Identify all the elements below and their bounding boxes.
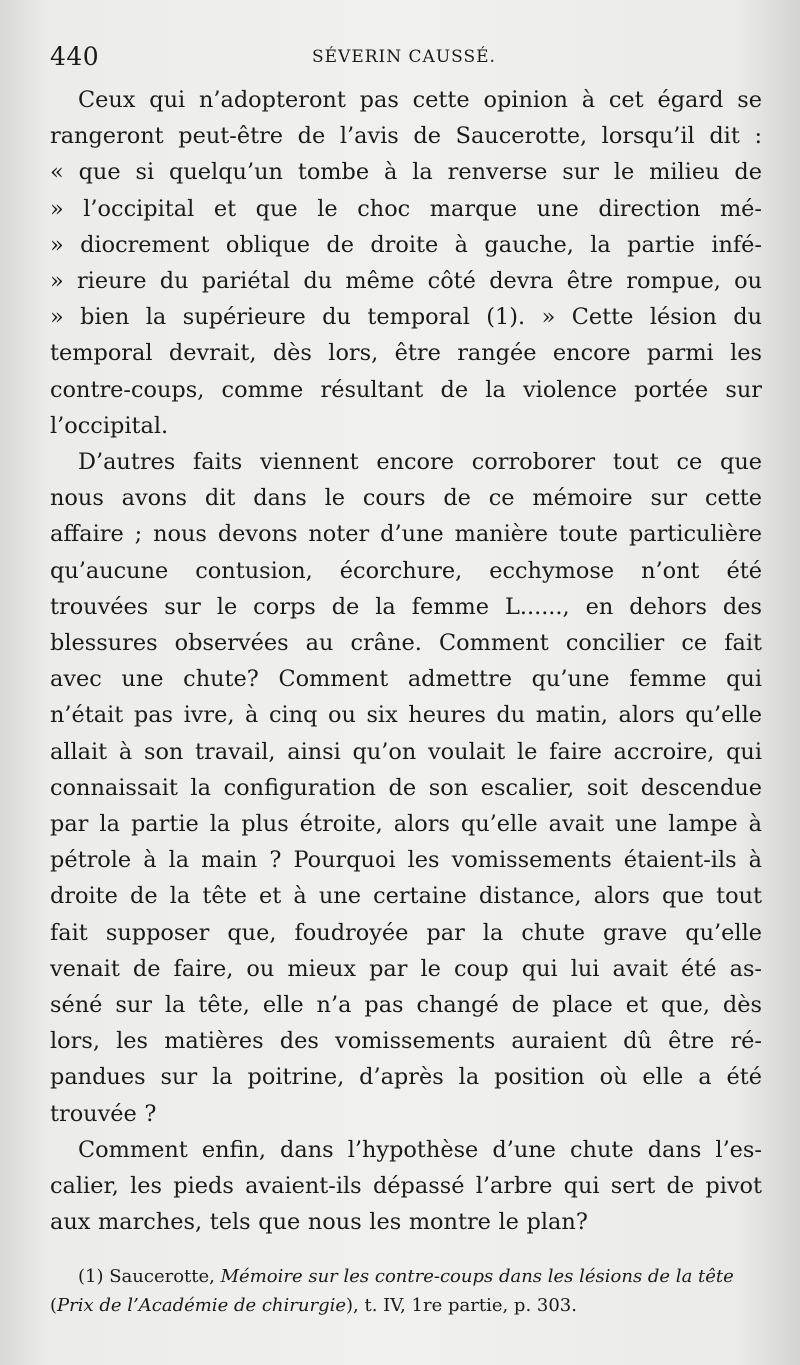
text-line: allait à son travail, ainsi qu’on voulait le faire accroire, qui [50, 738, 762, 765]
text-line: D’autres faits viennent encore corroborer tout ce que [78, 449, 762, 476]
text-line: trouvée ? [50, 1100, 157, 1127]
text-line: trouvées sur le corps de la femme L......, en dehors des [50, 593, 762, 620]
text-line: » bien la supérieure du temporal (1). » Cette lésion du [50, 304, 762, 331]
text-line: qu’aucune contusion, écorchure, ecchymose n’ont été [50, 557, 762, 584]
text-line: affaire ; nous devons noter d’une manière toute particulière [50, 521, 762, 548]
footnote-citation: ), t. IV, 1re partie, p. 303. [346, 1295, 577, 1316]
text-line: connaissait la configuration de son escalier, soit descendue [50, 774, 762, 801]
footnote-source: Prix de l’Académie de chirurgie [57, 1295, 346, 1316]
text-line: lors, les matières des vomissements auraient dû être ré- [50, 1028, 762, 1055]
text-line: l’occipital. [50, 412, 169, 439]
body-text [50, 82, 762, 1241]
text-line: pétrole à la main ? Pourquoi les vomissements étaient-ils à [50, 847, 762, 874]
text-line: « que si quelqu’un tombe à la renverse sur le milieu de [50, 159, 762, 186]
text-line: séné sur la tête, elle n’a pas changé de place et que, dès [50, 992, 762, 1019]
text-line: venait de faire, ou mieux par le coup qui lui avait été as- [50, 955, 762, 982]
text-line: contre-coups, comme résultant de la violence portée sur [50, 376, 762, 403]
text-line: par la partie la plus étroite, alors qu’elle avait une lampe à [50, 811, 762, 838]
text-line: n’était pas ivre, à cinq ou six heures du matin, alors qu’elle [50, 702, 762, 729]
text-line: » diocrement oblique de droite à gauche, la partie infé- [50, 231, 762, 258]
footnote-ref: (1) Saucerotte, [78, 1266, 221, 1287]
footnote-paren: ( [50, 1295, 58, 1316]
text-line: calier, les pieds avaient-ils dépassé l’arbre qui sert de pivot [50, 1173, 762, 1200]
text-line: temporal devrait, dès lors, être rangée encore parmi les [50, 340, 762, 367]
text-line: nous avons dit dans le cours de ce mémoire sur cette [50, 485, 762, 512]
footnote-line [50, 1262, 762, 1291]
page-header [50, 42, 760, 72]
text-line: Comment enfin, dans l’hypothèse d’une chute dans l’es- [78, 1136, 762, 1163]
text-line: fait supposer que, foudroyée par la chute grave qu’elle [50, 919, 762, 946]
footnote [50, 1262, 762, 1320]
paragraph-3 [50, 1132, 762, 1241]
text-line: rangeront peut-être de l’avis de Saucerotte, lorsqu’il dit : [50, 123, 762, 150]
text-line: pandues sur la poitrine, d’après la position où elle a été [50, 1064, 762, 1091]
text-line: droite de la tête et à une certaine distance, alors que tout [50, 883, 762, 910]
text-line: Ceux qui n’adopteront pas cette opinion à cet égard se [78, 87, 762, 113]
footnote-title: Mémoire sur les contre-coups dans les lésions de la tête [220, 1266, 734, 1287]
text-line: » rieure du pariétal du même côté devra être rompue, ou [50, 268, 762, 295]
text-line: blessures observées au crâne. Comment concilier ce fait [50, 630, 762, 657]
paragraph-2 [50, 444, 762, 1132]
text-line: aux marches, tels que nous les montre le plan? [50, 1209, 588, 1236]
text-line: avec une chute? Comment admettre qu’une femme qui [50, 666, 762, 693]
paragraph-1 [50, 82, 762, 444]
running-head: SÉVERIN CAUSSÉ. [312, 47, 496, 67]
text-line: » l’occipital et que le choc marque une direction mé- [50, 195, 762, 222]
page-number: 440 [50, 42, 100, 71]
footnote-line [50, 1291, 762, 1320]
